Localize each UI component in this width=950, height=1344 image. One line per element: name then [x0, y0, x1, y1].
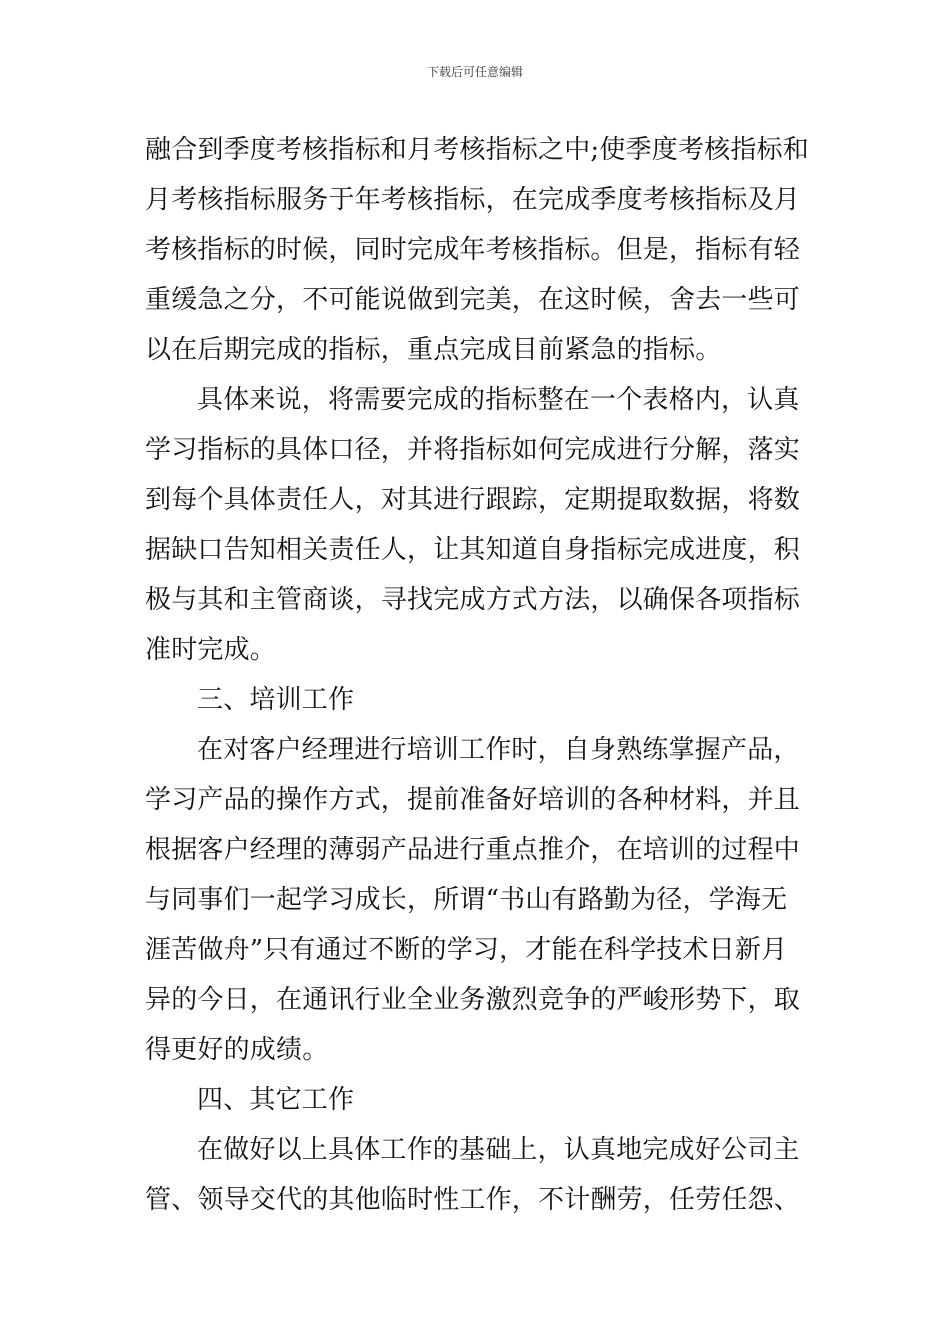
text-line: 重缓急之分，不可能说做到完美，在这时候，舍去一些可 [145, 285, 801, 315]
paragraph-start-line: 在做好以上具体工作的基础上，认真地完成好公司主 [197, 1135, 800, 1165]
text-line: 学习指标的具体口径，并将指标如何完成进行分解，落实 [145, 435, 801, 465]
text-line: 以在后期完成的指标，重点完成目前紧急的指标。 [145, 335, 722, 365]
paragraph-start-line: 在对客户经理进行培训工作时，自身熟练掌握产品， [197, 735, 800, 765]
section-heading-training: 三、培训工作 [197, 685, 355, 715]
text-line: 准时完成。 [145, 635, 277, 665]
document-body [145, 125, 810, 1225]
text-line: 月考核指标服务于年考核指标，在完成季度考核指标及月 [145, 185, 801, 215]
text-line: 涯苦做舟”只有通过不断的学习，才能在科学技术日新月 [145, 935, 788, 965]
text-line: 异的今日，在通讯行业全业务激烈竞争的严峻形势下，取 [145, 985, 801, 1015]
text-line: 据缺口告知相关责任人，让其知道自身指标完成进度，积 [145, 535, 801, 565]
page-header-note: 下载后可任意编辑 [426, 65, 523, 79]
text-line: 得更好的成绩。 [145, 1035, 329, 1065]
text-line: 融合到季度考核指标和月考核指标之中;使季度考核指标和 [145, 135, 809, 165]
text-line: 学习产品的操作方式，提前准备好培训的各种材料，并且 [145, 785, 801, 815]
text-line: 与同事们一起学习成长，所谓“书山有路勤为径，学海无 [145, 885, 788, 915]
paragraph-start-line: 具体来说，将需要完成的指标整在一个表格内，认真 [197, 385, 800, 415]
text-line: 极与其和主管商谈，寻找完成方式方法，以确保各项指标 [145, 585, 801, 615]
section-heading-other: 四、其它工作 [197, 1085, 355, 1115]
text-line: 到每个具体责任人，对其进行跟踪，定期提取数据，将数 [145, 485, 801, 515]
text-line: 根据客户经理的薄弱产品进行重点推介，在培训的过程中 [145, 835, 801, 865]
text-line: 管、领导交代的其他临时性工作，不计酬劳，任劳任怨、 [145, 1185, 801, 1215]
text-line: 考核指标的时候，同时完成年考核指标。但是，指标有轻 [145, 235, 801, 265]
